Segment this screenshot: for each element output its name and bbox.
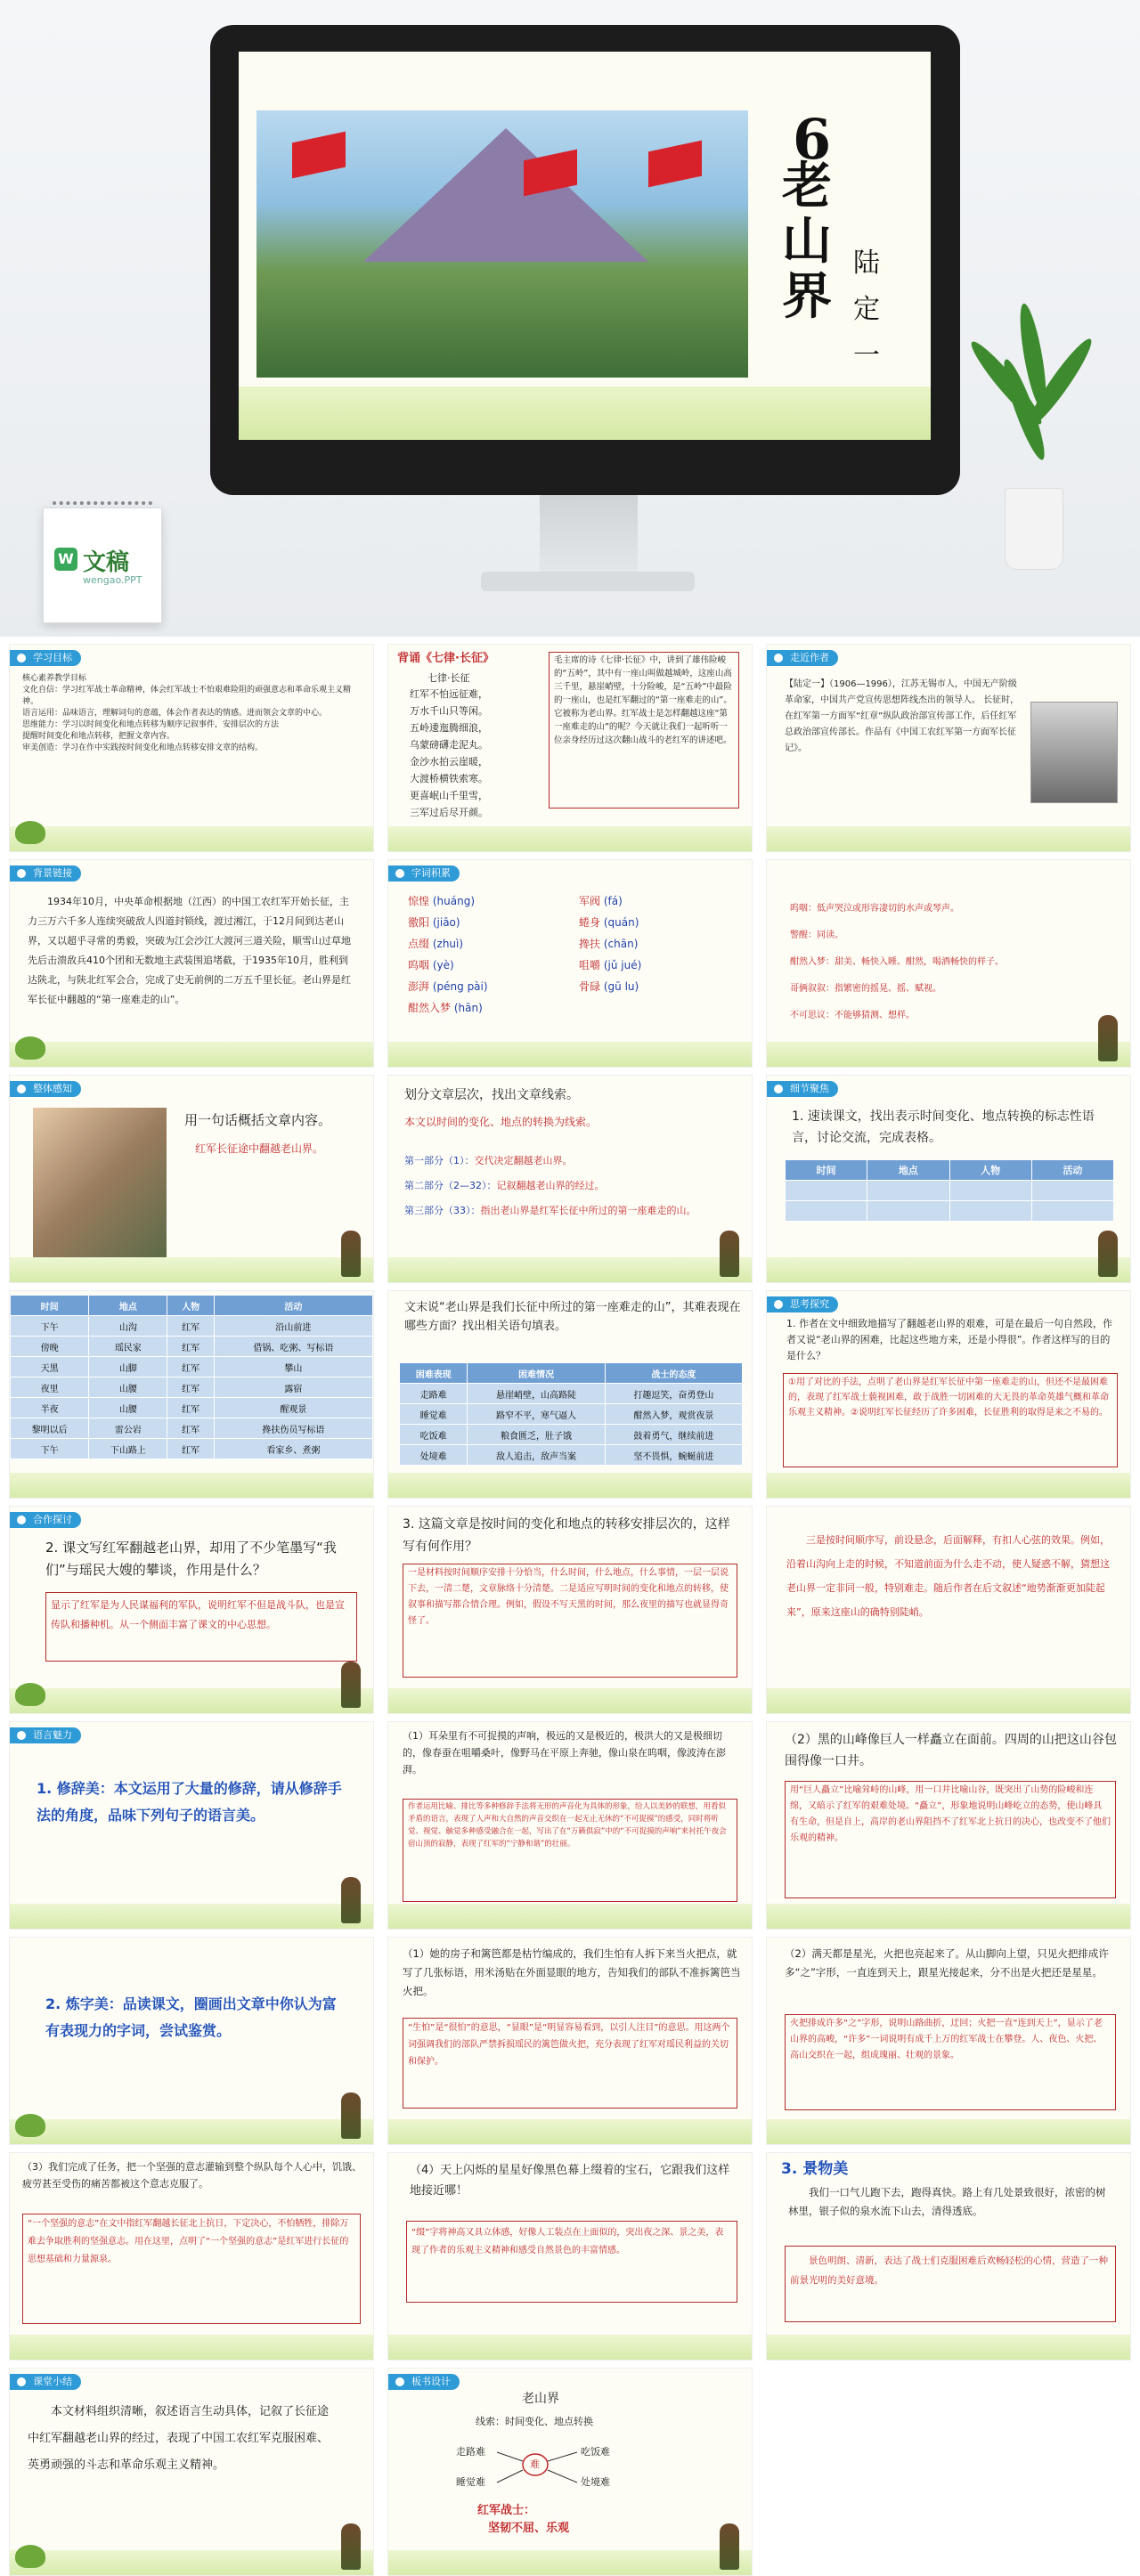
tree-icon — [15, 2114, 45, 2137]
section-tag: 字词积累 — [388, 865, 460, 882]
tree-icon — [15, 821, 45, 844]
poem-body: 红军不怕远征难， 万水千山只等闲。 五岭逶迤腾细浪， 乌蒙磅礴走泥丸。 金沙水拍云崖暖， 大渡桥横铁索寒。 更喜岷山千里雪， 三军过后尽开颜。 — [410, 688, 488, 818]
mountain-photo — [33, 1108, 167, 1257]
brand-logo-icon: W — [54, 548, 77, 571]
section-tag: 合作探讨 — [10, 1512, 81, 1528]
section-tag: 背景链接 — [10, 865, 81, 882]
soldier-icon — [341, 1662, 361, 1708]
tree-icon — [15, 1036, 45, 1060]
section-tag: 课堂小结 — [10, 2374, 81, 2390]
brand-sub: wengao.PPT — [83, 574, 142, 586]
soldier-icon — [720, 2523, 739, 2570]
slide-route-table — [9, 1290, 374, 1499]
slide-inquiry-1: 思考探究 1. 作者在文中细致地描写了翻越老山界的艰难，可是在最后一句自然段，作者又说“老山界的困难，比起这些地方来，还是小得很”。作者这样写的目的是什么？ ①用了对比的手法，点明了老山界是红军长征中第一座难走的山，但还不是最困难的，表现了红军战士藐视困难，敢于战胜一切困难的大无畏的革命英雄气概和革命乐观主义精神。②说明红军长征经历了许多困难，长征胜利的取得是来之不易的。 — [766, 1290, 1131, 1499]
brand-name: 文稿 — [83, 549, 130, 576]
route-table: 时间 地点 人物 活动 下午 山沟 红军 沿山前进 傍晚 瑶民家 红军 借锅、吃粥、写标语 天黑 山脚 红军 攀山 夜里 山腰 红军 露宿 半夜 山腰 红军 醒观景 黎明以后 雷公岩 红军 搀扶伤员写标语 下午 下山路上 红军 看家乡、煮粥 — [10, 1295, 373, 1459]
slide-summary: 课堂小结 本文材料组织清晰，叙述语言生动具体，记叙了长征途中红军翻越老山界的经过，表现了中国工农红军克服困难、英勇顽强的斗志和革命乐观主义精神。 — [9, 2368, 374, 2576]
slide-author: 走近作者 【陆定一】（1906—1996），江苏无锡市人，中国无产阶级革命家，中国共产党宣传思想阵线杰出的领导人。 长征时，在红军第一方面军“红章”纵队政治部宣传部工作，后任红军总政治部宣传部长。作品有《中国工农红军第一方面军长征记》。 — [766, 644, 1131, 852]
author-portrait — [1030, 702, 1118, 803]
long-march-illustration — [256, 110, 748, 378]
soldier-icon — [720, 1231, 739, 1277]
slide-cooperation: 合作探讨 2. 课文写红军翻越老山界，却用了不少笔墨写“我们”与瑶民大嫂的攀谈，作用是什么？ 显示了红军是为人民谋福利的军队，说明红军不但是战斗队，也是宣传队和播种机。从一个侧面丰富了课文的中心思想。 — [9, 1506, 374, 1714]
slide-vocabulary: 字词积累 惊惶 (huáng) 徼阳 (jiāo) 点缀 (zhuì) 呜咽 (yè) 澎湃 (péng pài) 酣然入梦 (hān) 军阀 (fá) 蜷身 (quán) 搀扶 (chān) 咀嚼 (jǔ jué) 骨碌 (gū lu) — [387, 859, 753, 1068]
slide-order-effect: 3. 这篇文章是按时间的变化和地点的转移安排层次的，这样写有何作用？ 一是材料按时间顺序安排十分恰当，什么时间，什么地点，什么事情，一层一层说下去，一清二楚，文章脉络十分清楚。二是适应写明时间的变化和地点的转移，使叙事和描写都合情合理。例如，假设不写天黑的时间，那么夜里的描写也就显得奇怪了。 — [387, 1506, 753, 1714]
section-tag: 学习目标 — [10, 650, 81, 666]
soldier-icon — [1098, 1231, 1118, 1277]
slide-word-choice-3: （3）我们完成了任务，把一个坚强的意志灌输到整个纵队每个人心中，饥饿、疲劳甚至受伤的痛苦都被这个意志克服了。 “一个坚强的意志”在文中指红军翻越长征北上抗日，下定决心，不怕牺牲，排除万难去争取胜利的坚强意志。用在这里，点明了“一个坚强的意志”是红军进行长征的思想基础和力量源泉。 — [9, 2152, 374, 2361]
slide-structure: 划分文章层次，找出文章线索。 本文以时间的变化、地点的转换为线索。 第一部分（1）：交代决定翻越老山界。 第二部分（2—32）：记叙翻越老山界的经过。 第三部分（33）：指出老山界是红军长征中所过的第一座难走的山。 — [387, 1075, 753, 1283]
soldier-icon — [341, 2523, 361, 2570]
slide-detail-focus: 细节聚焦 1. 速读课文，找出表示时间变化、地点转换的标志性语言，讨论交流，完成表格。 时间 地点 人物 活动 — [766, 1075, 1131, 1283]
slide-rhetoric: 语言魅力 1. 修辞美：本文运用了大量的修辞，请从修辞手法的角度，品味下列句子的语言美。 — [9, 1721, 374, 1930]
slide-overview: 整体感知 用一句话概括文章内容。 红军长征途中翻越老山界。 — [9, 1075, 374, 1283]
board-diagram — [388, 2433, 753, 2539]
slide-scenery: 3. 景物美 我们一口气儿跑下去，跑得真快。路上有几处景致很好，浓密的树林里，银子似的泉水流下山去，清得透底。 景色明朗、清新，表达了战士们克服困难后欢畅轻松的心情，营造了一种前景光明的美好意境。 — [766, 2152, 1131, 2361]
section-tag: 思考探究 — [767, 1296, 838, 1312]
slide-difficulty-table: 文末说“老山界是我们长征中所过的第一座难走的山”，其难表现在哪些方面？找出相关语句填表。 困难表现 困难情况 战士的态度 走路难 悬崖峭壁，山高路陡 打趣逗笑，奋勇登山 睡觉难 路窄不平，寒气逼人 酣然入梦，观赏夜景 吃饭难 粮食匮乏，肚子饿 鼓着勇气，继续前进 处境难 敌人追击，敌声当案 坚不畏惧，蜿蜒前进 — [387, 1290, 753, 1499]
brand-calendar — [43, 508, 162, 623]
slide-word-choice-4: （4）天上闪烁的星星好像黑色幕上缀着的宝石，它跟我们这样地接近哪！ “缀”字将神高又具立体感，好像人工装点在上面似的，突出夜之深、景之美，表现了作者的乐观主义精神和感受自然景色的丰富情感。 — [387, 2152, 753, 2361]
section-tag: 语言魅力 — [10, 1727, 81, 1743]
slide-background: 背景链接 1934年10月，中央革命根据地（江西）的中国工农红军开始长征，主力三万六千多人连续突破敌人四道封锁线，渡过湘江，于12月间到达老山界，又以超乎寻常的勇毅，突破为江会沙江大渡河三道关险，顺雪山过草地先后击溃敌兵410个团和无数地主武装围追堵截，于1935年10月，胜利到达陕北，与陕北红军会合，完成了史无前例的二万五千里长征。老山界是红军长征中翻越的“第一座难走的山”。 — [9, 859, 374, 1068]
red-flag-icon — [292, 132, 346, 179]
section-tag: 细节聚焦 — [767, 1081, 838, 1097]
slide-rhetoric-2: （2）黑的山峰像巨人一样矗立在面前。四周的山把这山谷包围得像一口井。 用“巨人矗立”比喻耸峙的山峰，用一口井比喻山谷，既突出了山势的险峻和连绵，又暗示了红军的艰难处境。“矗立”，形象地说明山峰屹立的态势，使山峰具有生命，但是自上，高岸的老山界阻挡不了红军北上抗日的决心，也改变不了他们乐观的精神。 — [766, 1721, 1131, 1930]
tree-icon — [15, 1683, 45, 1706]
blank-table: 时间 地点 人物 活动 — [785, 1159, 1114, 1222]
slide-word-choice-1: （1）她的房子和篱笆都是枯竹编成的，我们生怕有人拆下来当火把点，就写了几张标语，用米汤贴在外面显眼的地方，告知我们的部队不准拆篱笆当火把。 “生怕”是“很怕”的意思，“显眼”是“明显容易看到，以引人注目”的意思。用这两个词强调我们的部队严禁拆损瑶民的篱笆做火把，充分表现了红军对瑶民利益的关切和保护。 — [387, 1937, 753, 2145]
soldier-icon — [1098, 1015, 1118, 1061]
section-tag: 走近作者 — [767, 650, 838, 666]
slide-word-choice: 2. 炼字美：品读课文，圈画出文章中你认为富有表现力的字词，尝试鉴赏。 — [9, 1937, 374, 2145]
lesson-number: 6 — [793, 107, 832, 172]
slide-rhetoric-1: （1）耳朵里有不可捉摸的声响，极远的又是极近的，极洪大的又是极细切的，像春蚕在咀嚼桑叶，像野马在平原上奔驰，像山泉在呜咽，像波涛在澎湃。 作者运用比喻、排比等多种修辞手法将无形的声音化为具体的形象，给人以美妙的联想，用看似矛盾的语言，表现了人声和大自然的声音交织在一起无止无休的“不可捉摸”的感受，同时将听觉、视觉、触觉多种感受融合在一起，写出了在“万籁俱寂”中的“不可捉摸的声响”来衬托午夜会宿山顶的寂静，表现了红军的“宁静和谐”的壮丽。 — [387, 1721, 753, 1930]
soldier-icon — [341, 1877, 361, 1923]
lesson-title: 老山界 — [782, 157, 832, 326]
slide-poem: 背诵《七律·长征》 七律·长征 红军不怕远征难， 万水千山只等闲。 五岭逶迤腾细浪， 乌蒙磅礴走泥丸。 金沙水拍云崖暖， 大渡桥横铁索寒。 更喜岷山千里雪， 三军过后尽开颜。 毛主席的诗《七律·长征》中，讲到了雄伟险峻的“五岭”，其中有一座山叫做越城岭，这座山高三千里，悬崖峭壁，十分险峻，是“五岭”中最险的一座山，也是红军翻过的“第一座难走的山”。它被称为老山界。红军战士是怎样翻越这座“第一座难走的山”的呢？今天就让我们一起听听一位亲身经历过这次翻山战斗的老红军的讲述吧。 — [387, 644, 753, 852]
potted-plant — [980, 303, 1087, 570]
slide-board-design: 板书设计 老山界 线索：时间变化、地点转换 难 走路难 吃饭难 睡觉难 处境难 红军战士： 坚韧不屈、乐观 — [387, 2368, 753, 2576]
cover-slide — [0, 0, 1140, 637]
slide-word-choice-2: （2）满天都是星光，火把也亮起来了。从山脚向上望，只见火把排成许多“之”字形，一直连到天上，跟星光接起来，分不出是火把还是星星。 火把排成许多“之”字形，说明山路曲折，迂回；火把一直“连到天上”，显示了老山界的高峻，“许多”一词说明有成千上万的红军战士在攀登。人、夜色、火把、高山交织在一起，组成瑰丽、壮观的景象。 — [766, 1937, 1131, 2145]
red-flag-icon — [648, 141, 702, 188]
difficulty-table: 困难表现 困难情况 战士的态度 走路难 悬崖峭壁，山高路陡 打趣逗笑，奋勇登山 睡觉难 路窄不平，寒气逼人 酣然入梦，观赏夜景 吃饭难 粮食匮乏，肚子饿 鼓着勇气，继续前进 处境难 敌人追击，敌声当案 坚不畏惧，蜿蜒前进 — [399, 1362, 743, 1466]
tree-icon — [15, 2545, 45, 2568]
section-tag: 整体感知 — [10, 1081, 81, 1097]
slide-objectives: 学习目标 核心素养教学目标 文化自信：学习红军战士革命精神，体会红军战士不怕艰难险阻的顽强意志和革命乐观主义精神。 语言运用：品味语言，理解词句的意蕴，体会作者表达的情感。进而领会文章的中心。 思维能力：学习以时间变化和地点转移为顺序记叙事件，安排层次的方法 提醒时间变化和地点转移，把握文章内容。 审美创造：学习在作中实践按时间变化和地点转移安排文章的结构。 — [9, 644, 374, 852]
soldier-icon — [341, 2092, 361, 2139]
section-tag: 板书设计 — [388, 2374, 460, 2390]
soldier-icon — [341, 1231, 361, 1277]
author-name: 陆定一 — [853, 248, 880, 371]
slide-suspense: 三是按时间顺序写，前设悬念，后面解释，有扣人心弦的效果。例如，沿着山沟向上走的时候，不知道前面为什么走不动，使人疑惑不解，猜想这老山界一定非同一般，特别难走。随后作者在后文叙述“地势渐渐更加陡起来”，原来这座山的确特别陡峭。 — [766, 1506, 1131, 1714]
slide-word-meanings: 呜咽：低声哭泣或形容凄切的水声或琴声。 警醒：同读。 酣然入梦：甜美、畅快入睡。酣然，喝酒畅快的样子。 哥俩叙叙：指繁密的摇晃、摇、赋视。 不可思议：不能够猜测、想样。 — [766, 859, 1131, 1068]
